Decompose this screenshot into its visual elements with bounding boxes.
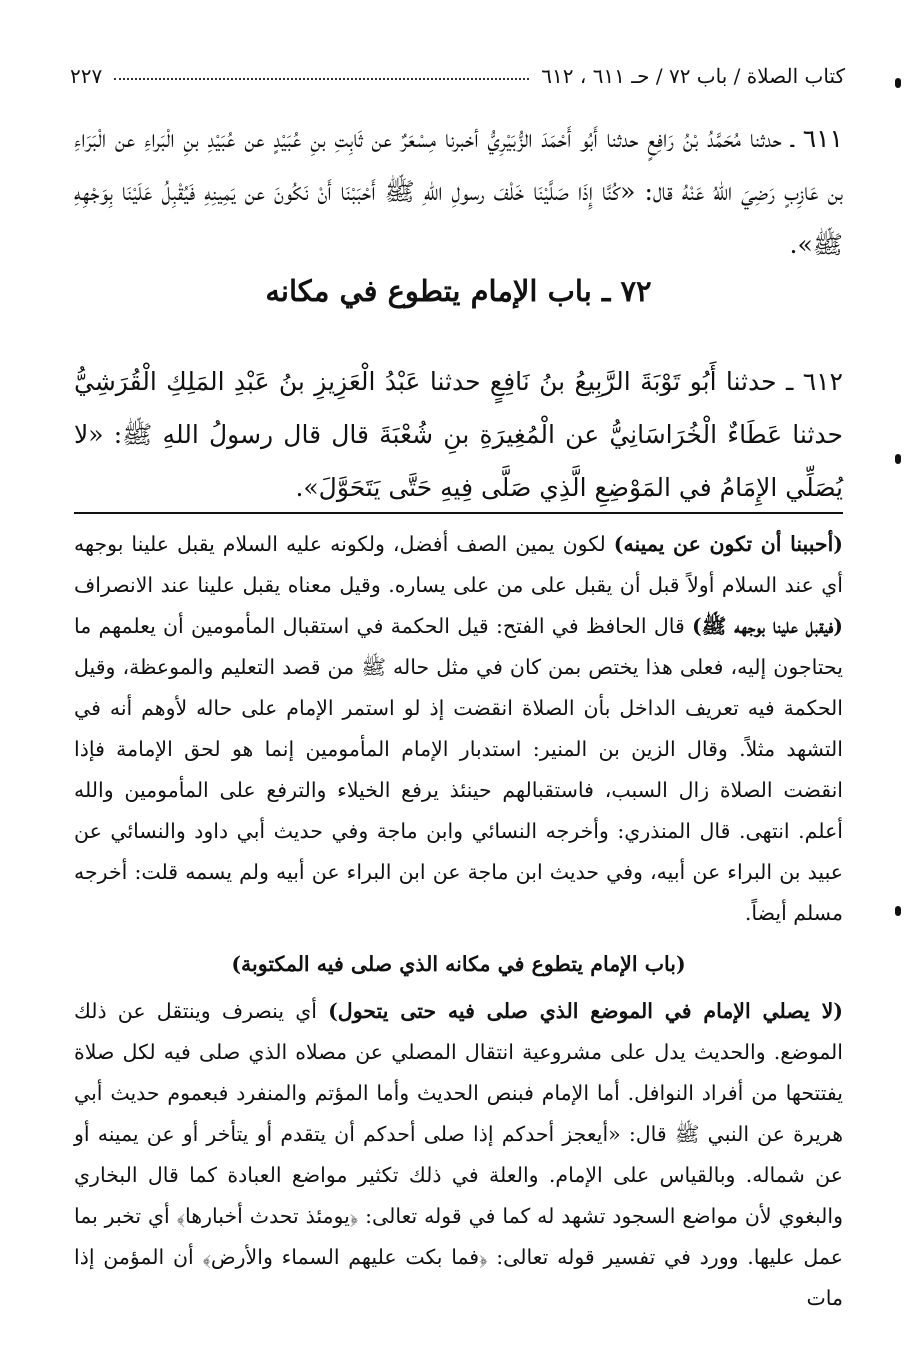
commentary-paragraph-1 <box>74 524 843 934</box>
commentary-section <box>74 524 843 1319</box>
footnote-separator <box>74 512 843 514</box>
commentary-paragraph-2 <box>74 991 843 1319</box>
running-header <box>70 54 845 88</box>
commentary-quote: (فيقبل علينا بوجهه ﷺ) <box>691 614 844 638</box>
page-number: ٢٢٧ <box>70 64 103 88</box>
hadith-611: ٦١١ ـ حدثنا مُحَمَّدُ بْنُ رَافِعٍ حدثنا أَبُو أَحْمَدَ الزُّبَيْرِيُّ أخبرنا مِسْعَرٌ عن ثَابِتِ بنِ عُبَيْدٍ عن عُبَيْدِ بنِ الْبَراءِ عن الْبَرَاءِ بن عَازِبٍ رَضِيَ اللهُ عَنْهُ قال: «كُنَّا إِذَا صَلَّيْنَا خَلْفَ رسولِ اللهِ ﷺ أَحْبَبْنَا أَنْ نَكُونَ عن يَمِينِهِ فَيُقْبِلُ عَلَيْنَا بِوَجْهِهِ ﷺ». <box>74 124 843 259</box>
hadith-612: ٦١٢ ـ حدثنا أَبُو تَوْبَةَ الرَّبِيعُ بنُ نَافِعٍ حدثنا عَبْدُ الْعَزِيزِ بنُ عَبْدِ المَلِكِ الْقُرَشِيُّ حدثنا عَطَاءٌ الْخُرَاسَانِيُّ عن الْمُغِيرَةِ بنِ شُعْبَةَ قال قال رسولُ اللهِ ﷺ: «لا يُصَلِّي الإِمَامُ في المَوْضِعِ الَّذِي صَلَّى فِيهِ حَتَّى يَتَحَوَّلَ». <box>74 367 843 502</box>
margin-mark <box>895 906 901 916</box>
commentary-text: قال الحافظ في الفتح: قيل الحكمة في استقبال المأمومين أن يعلمهم ما يحتاجون إليه، فعلى هذا يختص بمن كان في مثل حاله ﷺ من قصد التعليم والموعظة، وقيل الحكمة فيه تعريف الداخل بأن الصلاة انقضت إذ لو استمر الإمام على حاله لأوهم أنه في التشهد مثلاً. وقال الزين بن المنير: استدبار الإمام المأمومين إنما هو لحق الإمامة فإذا انقضت الصلاة زال السبب، فاستقبالهم حينئذ يرفع الخيلاء والترفع على المأمومين والله أعلم. انتهى. قال المنذري: وأخرجه النسائي وابن ماجة وفي حديث أبي داود والنسائي عن عبيد بن البراء عن أبيه، وفي حديث ابن ماجة عن ابن البراء عن أبيه ولم يسمه قلت: أخرجه مسلم أيضاً. <box>74 614 843 925</box>
commentary-text: لكون يمين الصف أفضل، ولكونه عليه السلام يقبل علينا بوجهه أي عند السلام أولاً قبل أن يقبل على من على يساره. وقيل معناه يقبل علينا عند الانصراف <box>74 532 843 597</box>
commentary-chapter-heading: (باب الإمام يتطوع في مكانه الذي صلى فيه المكتوبة) <box>231 952 686 976</box>
chapter-heading: ٧٢ ـ باب الإمام يتطوع في مكانه <box>265 274 652 308</box>
margin-mark <box>895 78 901 88</box>
header-title: كتاب الصلاة / باب ٧٢ / حـ ٦١١ ، ٦١٢ <box>541 64 845 88</box>
commentary-text: أي ينصرف وينتقل عن ذلك الموضع. والحديث يدل على مشروعية انتقال المصلي عن مصلاه الذي صلى فيه لكل صلاة يفتتحها من أفراد النوافل. أما الإمام فبنص الحديث وأما المؤتم والمنفرد فبعموم حديث أبي هريرة عن النبي ﷺ قال: «أيعجز أحدكم إذا صلى أحدكم أن يتقدم أو يتأخر أو عن يمينه أو عن شماله. وبالقياس على الإمام. والعلة في ذلك تكثير مواضع العبادة كما قال البخاري والبغوي لأن مواضع السجود تشهد له كما في قوله تعالى: ﴿يومئذ تحدث أخبارها﴾ أي تخبر بما عمل عليها. وورد في تفسير قوله تعالى: ﴿فما بكت عليهم السماء والأرض﴾ أن المؤمن إذا مات <box>74 999 843 1310</box>
header-dot-leader <box>114 78 529 80</box>
commentary-quote: (لا يصلي الإمام في الموضع الذي صلى فيه حتى يتحول) <box>328 999 843 1023</box>
margin-mark <box>895 454 901 464</box>
commentary-quote: (أحببنا أن تكون عن يمينه) <box>613 532 843 556</box>
